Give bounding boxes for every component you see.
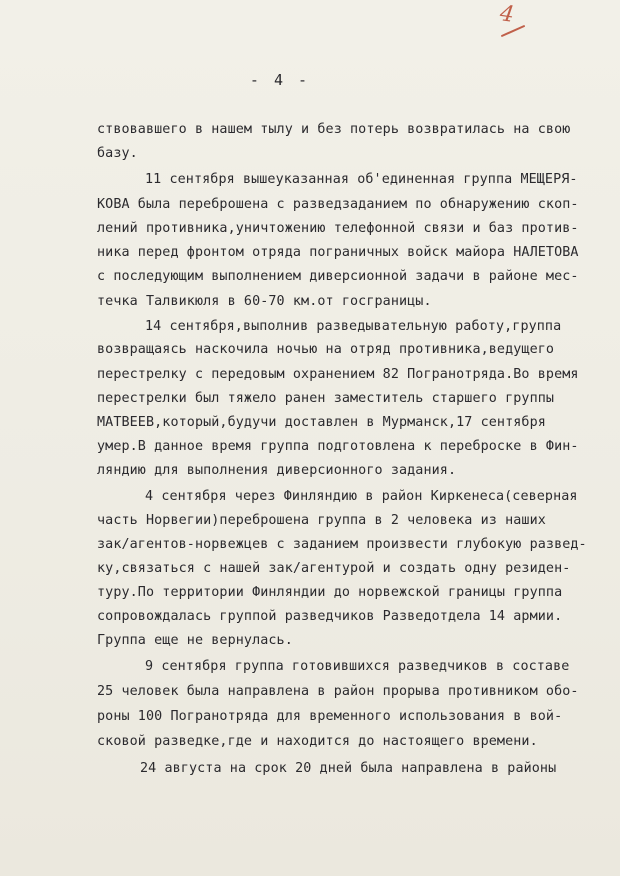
text-line: КОВА была переброшена с разведзаданием по обнаружению скоп- bbox=[97, 197, 579, 212]
text-line: умер.В данное время группа подготовлена к переброске в Фин- bbox=[97, 439, 579, 454]
text-line: ствовавшего в нашем тылу и без потерь возвратилась на свою bbox=[97, 122, 571, 137]
text-line: туру.По территории Финляндии до норвежской границы группа bbox=[97, 585, 563, 600]
text-line: с последующим выполнением диверсионной задачи в районе мес- bbox=[97, 269, 579, 284]
text-line: перестрелки был тяжело ранен заместитель старшего группы bbox=[97, 391, 555, 406]
text-line: перестрелку с передовым охранением 82 Погранотряда.Во время bbox=[97, 367, 579, 382]
text-line: возвращаясь наскочила ночью на отряд противника,ведущего bbox=[97, 342, 555, 357]
text-line: часть Норвегии)переброшена группа в 2 человека из наших bbox=[97, 513, 546, 528]
text-line: Группа еще не вернулась. bbox=[97, 633, 293, 648]
text-line: течка Талвикюля в 60-70 км.от госграницы. bbox=[97, 294, 432, 309]
text-line: 9 сентября группа готовившихся разведчиков в составе bbox=[145, 659, 570, 674]
handwritten-page-mark: 4 bbox=[498, 1, 516, 28]
text-line: 24 августа на срок 20 дней была направлена в районы bbox=[140, 761, 557, 776]
text-line: ника перед фронтом отряда пограничных войск майора НАЛЕТОВА bbox=[97, 245, 579, 260]
text-line: лений противника,уничтожению телефонной связи и баз против- bbox=[97, 221, 579, 236]
text-line: базу. bbox=[97, 146, 138, 161]
text-line: сопровождалась группой разведчиков Разведотдела 14 армии. bbox=[97, 609, 563, 624]
text-line: 11 сентября вышеуказанная об'единенная группа МЕЩЕРЯ- bbox=[145, 172, 578, 187]
text-line: зак/агентов-норвежцев с заданием произвести глубокую развед- bbox=[97, 537, 587, 552]
text-line: роны 100 Погранотряда для временного использования в вой- bbox=[97, 709, 563, 724]
text-line: ляндию для выполнения диверсионного задания. bbox=[97, 463, 457, 478]
text-line: ку,связаться с нашей зак/агентурой и создать одну резиден- bbox=[97, 561, 571, 576]
text-line: 25 человек была направлена в район прорыва противником обо- bbox=[97, 684, 579, 699]
text-line: 14 сентября,выполнив разведывательную работу,группа bbox=[145, 319, 562, 334]
text-line: МАТВЕЕВ,который,будучи доставлен в Мурманск,17 сентября bbox=[97, 415, 546, 430]
text-line: 4 сентября через Финляндию в район Киркенеса(северная bbox=[145, 489, 578, 504]
page-number: - 4 - bbox=[249, 71, 311, 89]
text-line: сковой разведке,где и находится до настоящего времени. bbox=[97, 734, 538, 749]
